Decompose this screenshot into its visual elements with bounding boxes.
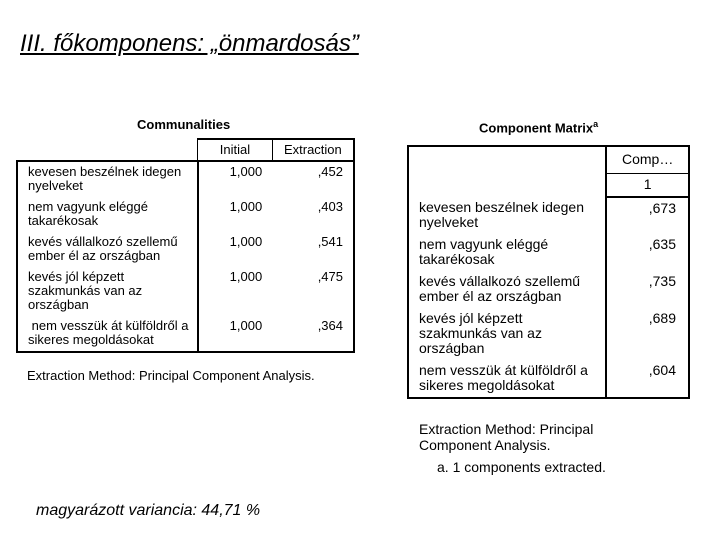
communalities-title: Communalities (137, 117, 231, 132)
row-value: ,635 (606, 234, 689, 271)
row-label: kevesen beszélnek idegen nyelveket (408, 197, 606, 234)
table-row (408, 197, 689, 234)
slide-title: III. főkomponens: „önmardosás” (20, 30, 359, 57)
row-initial: 1,000 (198, 316, 273, 352)
row-label: nem vagyunk eléggé takarékosak (17, 197, 198, 232)
component-matrix-title-text: Component Matrix (479, 120, 594, 136)
component-matrix-footnote: Extraction Method: Principal Component Analysis. (419, 421, 594, 453)
component-header-blank (408, 146, 606, 197)
table-row (17, 232, 354, 267)
row-extraction: ,403 (272, 197, 354, 232)
table-row (17, 267, 354, 316)
communalities-header-blank (17, 139, 198, 161)
component-matrix-title-sup: a (593, 119, 599, 129)
table-row (408, 234, 689, 271)
row-label: nem vesszük át külföldről a sikeres megoldásokat (408, 360, 606, 398)
component-matrix-title (479, 119, 598, 135)
row-extraction: ,475 (272, 267, 354, 316)
row-extraction: ,364 (272, 316, 354, 352)
communalities-header-row (17, 139, 354, 161)
table-row (408, 308, 689, 360)
row-label: nem vesszük át külföldről a sikeres megoldásokat (17, 316, 198, 352)
row-value: ,735 (606, 271, 689, 308)
component-matrix-table (407, 145, 690, 399)
row-value: ,673 (606, 197, 689, 234)
row-extraction: ,452 (272, 161, 354, 197)
row-value: ,604 (606, 360, 689, 398)
header-extraction: Extraction (272, 139, 354, 161)
table-row (17, 316, 354, 352)
header-initial: Initial (198, 139, 273, 161)
component-header-row (408, 146, 689, 174)
row-initial: 1,000 (229, 234, 263, 249)
table-row (17, 197, 354, 232)
row-initial: 1,000 (229, 164, 263, 179)
row-extraction: ,541 (272, 232, 354, 267)
communalities-table (16, 138, 355, 353)
header-component-number: 1 (606, 174, 689, 198)
row-label: kevés vállalkozó szellemű ember él az országban (17, 232, 198, 267)
row-initial: 1,000 (229, 269, 263, 284)
communalities-footnote: Extraction Method: Principal Component Analysis. (27, 368, 315, 383)
table-row (408, 271, 689, 308)
component-matrix-note-a: a. 1 components extracted. (437, 459, 606, 475)
row-label: kevés jól képzett szakmunkás van az országban (17, 267, 198, 316)
header-component: Comp… (606, 146, 689, 174)
row-initial: 1,000 (229, 199, 263, 214)
row-label: kevesen beszélnek idegen nyelveket (17, 161, 198, 197)
row-label: kevés vállalkozó szellemű ember él az országban (408, 271, 606, 308)
row-label: nem vagyunk eléggé takarékosak (408, 234, 606, 271)
row-label: kevés jól képzett szakmunkás van az országban (408, 308, 606, 360)
table-row (408, 360, 689, 398)
table-row (17, 161, 354, 197)
row-value: ,689 (606, 308, 689, 360)
explained-variance: magyarázott variancia: 44,71 % (36, 502, 261, 519)
